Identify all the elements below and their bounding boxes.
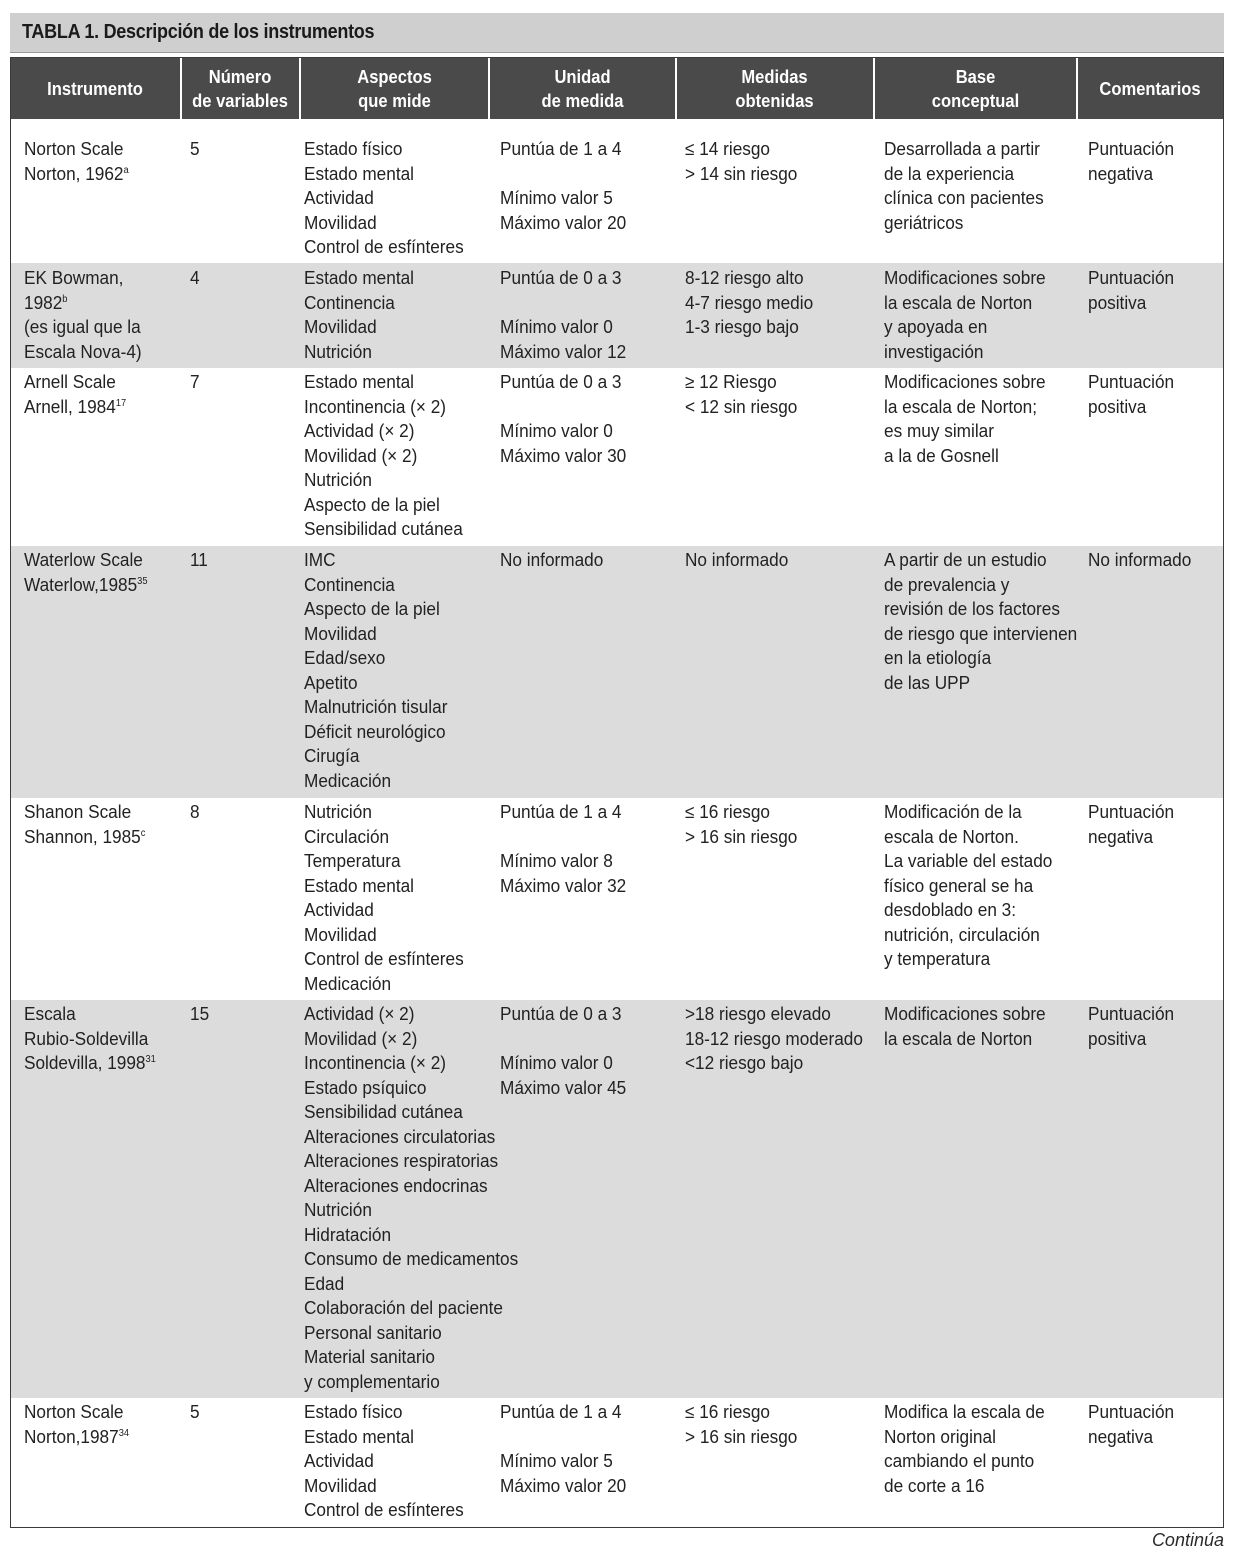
cell-numero: 5 (190, 138, 200, 159)
cell-unidad: Puntúa de 1 a 4 Mínimo valor 5 Máximo valor 20 (500, 138, 627, 233)
header-unidad: Unidad de medida (490, 58, 677, 119)
cell-numero: 7 (190, 371, 200, 392)
table-row (11, 798, 1223, 1000)
cell-base: Modificaciones sobre la escala de Norton (884, 1003, 1046, 1049)
cell-numero: 8 (190, 801, 200, 822)
cell-comentarios: Puntuación negativa (1088, 801, 1175, 847)
cell-numero: 11 (190, 549, 208, 570)
cell-unidad: Puntúa de 1 a 4 Mínimo valor 5 Máximo valor 20 (500, 1401, 627, 1496)
table-row (11, 1398, 1223, 1526)
table-title: TABLA 1. Descripción de los instrumentos (22, 21, 375, 43)
header-comentarios: Comentarios (1099, 78, 1202, 99)
header-instrumento: Instrumento (11, 58, 182, 119)
cell-aspectos: Nutrición Circulación Temperatura Estado mental Actividad Movilidad Control de esfínteres Medicación (304, 801, 464, 994)
cell-base: Desarrollada a partir de la experiencia clínica con pacientes geriátricos (884, 138, 1044, 233)
cell-medidas: ≥ 12 Riesgo < 12 sin riesgo (685, 371, 798, 417)
cell-numero: 5 (190, 1401, 200, 1422)
table-row (11, 263, 1223, 368)
table-row (11, 368, 1223, 546)
cell-comentarios: Puntuación positiva (1088, 371, 1175, 417)
cell-unidad: Puntúa de 0 a 3 Mínimo valor 0 Máximo valor 12 (500, 267, 627, 362)
cell-medidas: ≤ 16 riesgo > 16 sin riesgo (685, 1401, 798, 1447)
cell-medidas: >18 riesgo elevado 18-12 riesgo moderado <12 riesgo bajo (685, 1003, 863, 1073)
cell-comentarios: Puntuación negativa (1088, 138, 1175, 184)
cell-numero: 4 (190, 267, 200, 288)
cell-medidas: ≤ 14 riesgo > 14 sin riesgo (685, 138, 798, 184)
cell-instrumento: Shanon Scale Shannon, 1985$^c$ (24, 801, 146, 847)
cell-aspectos: Estado físico Estado mental Actividad Movilidad Control de esfínteres (304, 138, 464, 257)
header-aspectos: Aspectos que mide (301, 58, 490, 119)
cell-base: Modifica la escala de Norton original cambiando el punto de corte a 16 (884, 1401, 1045, 1496)
table-row (11, 137, 1223, 263)
cell-medidas: ≤ 16 riesgo > 16 sin riesgo (685, 801, 798, 847)
cell-base: Modificaciones sobre la escala de Norton y apoyada en investigación (884, 267, 1046, 362)
table-header-row (11, 58, 1223, 119)
cell-instrumento: Norton Scale Norton, 1962$^a$ (24, 138, 129, 184)
cell-comentarios: Puntuación positiva (1088, 267, 1175, 313)
cell-base: Modificación de la escala de Norton. La variable del estado físico general se ha desdoblado en 3: nutrición, circulación y temperatura (884, 801, 1053, 969)
header-base: Base conceptual (875, 58, 1078, 119)
table-row (11, 1000, 1223, 1398)
cell-instrumento: EK Bowman, 1982$^b$ (es igual que la Escala Nova-4) (24, 267, 142, 362)
header-medidas: Medidas obtenidas (677, 58, 875, 119)
table-title-bar (10, 13, 1224, 53)
cell-aspectos: Estado físico Estado mental Actividad Movilidad Control de esfínteres (304, 1401, 464, 1520)
cell-instrumento: Norton Scale Norton,1987$^{34}$ (24, 1401, 130, 1447)
cell-medidas: 8-12 riesgo alto 4-7 riesgo medio 1-3 riesgo bajo (685, 267, 814, 337)
cell-numero: 15 (190, 1003, 210, 1024)
table-row (11, 546, 1223, 798)
cell-instrumento: Escala Rubio-Soldevilla Soldevilla, 1998$^{31}$ (24, 1003, 156, 1073)
cell-unidad: Puntúa de 1 a 4 Mínimo valor 8 Máximo valor 32 (500, 801, 627, 896)
cell-comentarios: Puntuación negativa (1088, 1401, 1175, 1447)
cell-comentarios: Puntuación positiva (1088, 1003, 1175, 1049)
cell-unidad: No informado (500, 549, 604, 570)
cell-medidas: No informado (685, 549, 789, 570)
cell-aspectos: Estado mental Continencia Movilidad Nutrición (304, 267, 414, 362)
cell-instrumento: Arnell Scale Arnell, 1984$^{17}$ (24, 371, 127, 417)
cell-aspectos: Actividad (× 2) Movilidad (× 2) Incontinencia (× 2) Estado psíquico Sensibilidad cutánea Alteraciones circulatorias Alteraciones respiratorias Alteraciones endocrinas Nutrición Hidratación Consumo de medicamentos Edad Colaboración del paciente Personal sanitario Material sanitario y complementario (304, 1003, 519, 1392)
cell-aspectos: Estado mental Incontinencia (× 2) Actividad (× 2) Movilidad (× 2) Nutrición Aspecto de la piel Sensibilidad cutánea (304, 371, 463, 539)
cell-instrumento: Waterlow Scale Waterlow,1985$^{35}$ (24, 549, 148, 595)
cell-unidad: Puntúa de 0 a 3 Mínimo valor 0 Máximo valor 45 (500, 1003, 627, 1098)
header-numero-variables: Número de variables (182, 58, 301, 119)
cell-aspectos: IMC Continencia Aspecto de la piel Movilidad Edad/sexo Apetito Malnutrición tisular Déficit neurológico Cirugía Medicación (304, 549, 448, 791)
cell-base: A partir de un estudio de prevalencia y revisión de los factores de riesgo que intervienen en la etiología de las UPP (884, 549, 1078, 693)
cell-base: Modificaciones sobre la escala de Norton; es muy similar a la de Gosnell (884, 371, 1046, 466)
continued-note: Continúa (1151, 1530, 1224, 1550)
cell-comentarios: No informado (1088, 549, 1192, 570)
cell-unidad: Puntúa de 0 a 3 Mínimo valor 0 Máximo valor 30 (500, 371, 627, 466)
